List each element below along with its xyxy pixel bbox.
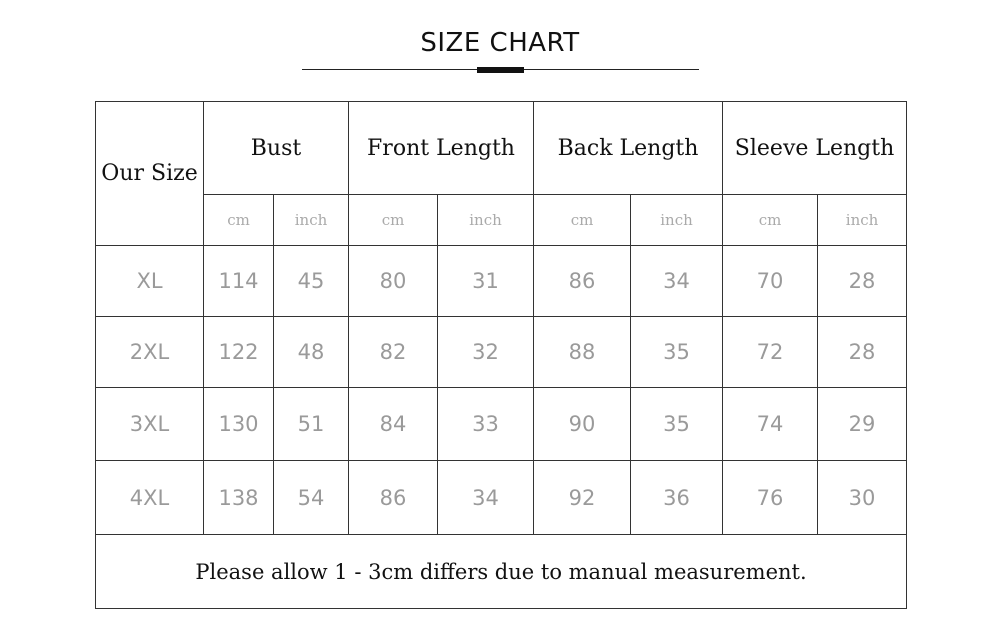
- front-length-header: Front Length: [349, 102, 534, 195]
- title-underline-accent: [477, 67, 524, 73]
- unit-cell: cm: [204, 195, 274, 246]
- unit-cell: inch: [818, 195, 907, 246]
- table-cell: 45: [274, 246, 349, 317]
- table-cell: 28: [818, 246, 907, 317]
- table-cell: 54: [274, 461, 349, 535]
- table-cell: 88: [534, 317, 631, 388]
- table-cell: 32: [438, 317, 534, 388]
- table-cell: 28: [818, 317, 907, 388]
- header-row: [96, 102, 907, 195]
- size-label: 2XL: [96, 317, 204, 388]
- table-row: [96, 388, 907, 461]
- table-cell: 138: [204, 461, 274, 535]
- table-cell: 34: [631, 246, 723, 317]
- table-cell: 86: [349, 461, 438, 535]
- table-cell: 74: [723, 388, 818, 461]
- unit-cell: inch: [438, 195, 534, 246]
- table-cell: 31: [438, 246, 534, 317]
- back-length-header: Back Length: [534, 102, 723, 195]
- size-label: 3XL: [96, 388, 204, 461]
- table-cell: 70: [723, 246, 818, 317]
- table-cell: 36: [631, 461, 723, 535]
- table-cell: 76: [723, 461, 818, 535]
- note-row: [96, 535, 907, 609]
- table-cell: 86: [534, 246, 631, 317]
- table-cell: 51: [274, 388, 349, 461]
- table-cell: 82: [349, 317, 438, 388]
- unit-cell: cm: [534, 195, 631, 246]
- size-label: 4XL: [96, 461, 204, 535]
- size-chart-table: [95, 101, 907, 609]
- unit-cell: inch: [631, 195, 723, 246]
- table-row: [96, 461, 907, 535]
- unit-cell: cm: [349, 195, 438, 246]
- table-row: [96, 317, 907, 388]
- table-cell: 35: [631, 317, 723, 388]
- size-label: XL: [96, 246, 204, 317]
- table-cell: 34: [438, 461, 534, 535]
- table-cell: 122: [204, 317, 274, 388]
- table-cell: 114: [204, 246, 274, 317]
- table-cell: 92: [534, 461, 631, 535]
- page-title: SIZE CHART: [420, 28, 580, 58]
- table-cell: 29: [818, 388, 907, 461]
- unit-row: [96, 195, 907, 246]
- table-cell: 35: [631, 388, 723, 461]
- table-cell: 84: [349, 388, 438, 461]
- unit-cell: cm: [723, 195, 818, 246]
- table-cell: 130: [204, 388, 274, 461]
- table-cell: 90: [534, 388, 631, 461]
- unit-cell: inch: [274, 195, 349, 246]
- table-cell: 72: [723, 317, 818, 388]
- our-size-header: Our Size: [96, 102, 204, 246]
- sleeve-length-header: Sleeve Length: [723, 102, 907, 195]
- bust-header: Bust: [204, 102, 349, 195]
- table-cell: 33: [438, 388, 534, 461]
- table-row: [96, 246, 907, 317]
- table-cell: 80: [349, 246, 438, 317]
- measurement-note: Please allow 1 - 3cm differs due to manual measurement.: [96, 535, 907, 609]
- table-cell: 30: [818, 461, 907, 535]
- table-cell: 48: [274, 317, 349, 388]
